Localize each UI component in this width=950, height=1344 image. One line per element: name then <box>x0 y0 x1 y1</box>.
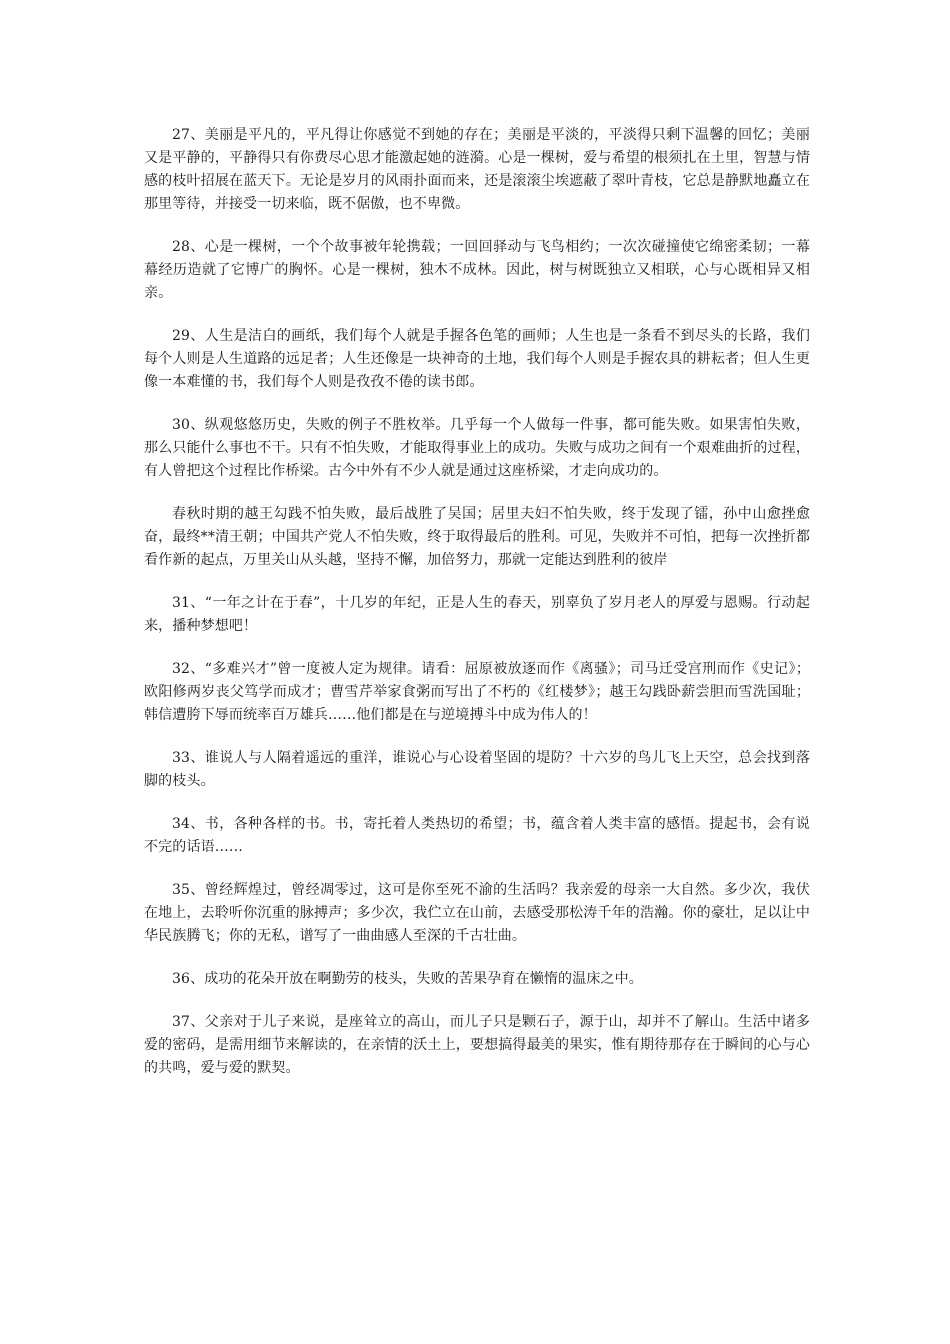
paragraph-34: 34、书，各种各样的书。书，寄托着人类热切的希望；书，蕴含着人类丰富的感悟。提起书，会有说不完的话语…… <box>144 816 810 855</box>
paragraph-32: 32、“多难兴才”曾一度被人定为规律。请看：屈原被放逐而作《离骚》；司马迁受宫刑而作《史记》；欧阳修两岁丧父笃学而成才；曹雪芹举家食粥而写出了不朽的《红楼梦》；越王勾践卧薪尝胆而雪洗国耻；韩信遭胯下辱而统率百万雄兵……他们都是在与逆境搏斗中成为伟人的！ <box>144 661 810 723</box>
paragraph-37: 37、父亲对于儿子来说，是座耸立的高山，而儿子只是颗石子，源于山，却并不了解山。生活中诸多爱的密码，是需用细节来解读的，在亲情的沃土上，要想搞得最美的果实，惟有期待那存在于瞬间的心与心的共鸣，爱与爱的默契。 <box>144 1014 810 1076</box>
paragraph-36: 36、成功的花朵开放在啊勤劳的枝头，失败的苦果孕育在懒惰的温床之中。 <box>172 971 643 987</box>
paragraph-27: 27、美丽是平凡的，平凡得让你感觉不到她的存在；美丽是平淡的，平淡得只剩下温馨的回忆；美丽又是平静的，平静得只有你费尽心思才能激起她的涟漪。心是一棵树，爱与希望的根须扎在土里，智慧与情感的枝叶招展在蓝天下。无论是岁月的风雨扑面而来，还是滚滚尘埃遮蔽了翠叶青枝，它总是静默地矗立在那里等待，并接受一切来临，既不倨傲，也不卑微。 <box>144 127 810 212</box>
paragraph-33: 33、谁说人与人隔着遥远的重洋，谁说心与心设着坚固的堤防？十六岁的鸟儿飞上天空，总会找到落脚的枝头。 <box>144 750 810 789</box>
paragraph-30: 30、纵观悠悠历史，失败的例子不胜枚举。几乎每一个人做每一件事，都可能失败。如果害怕失败，那么只能什么事也不干。只有不怕失败，才能取得事业上的成功。失败与成功之间有一个艰难曲折的过程，有人曾把这个过程比作桥梁。古今中外有不少人就是通过这座桥梁，才走向成功的。 <box>144 417 810 479</box>
paragraph-35: 35、曾经辉煌过，曾经凋零过，这可是你至死不渝的生活吗？我亲爱的母亲一大自然。多少次，我伏在地上，去聆听你沉重的脉搏声；多少次，我伫立在山前，去感受那松涛千年的浩瀚。你的豪壮，足以让中华民族腾飞；你的无私，谱写了一曲曲感人至深的千古壮曲。 <box>144 882 810 944</box>
paragraph-29: 29、人生是洁白的画纸，我们每个人就是手握各色笔的画师；人生也是一条看不到尽头的长路，我们每个人则是人生道路的远足者；人生还像是一块神奇的土地，我们每个人则是手握农具的耕耘者；但人生更像一本难懂的书，我们每个人则是孜孜不倦的读书郎。 <box>144 328 810 390</box>
document-body <box>144 124 810 1100</box>
paragraph-31: 31、“一年之计在于春”，十几岁的年纪，正是人生的春天，别辜负了岁月老人的厚爱与恩赐。行动起来，播种梦想吧！ <box>144 595 810 634</box>
paragraph-30-continued: 春秋时期的越王勾践不怕失败，最后战胜了吴国；居里夫妇不怕失败，终于发现了镭，孙中山愈挫愈奋，最终**清王朝；中国共产党人不怕失败，终于取得最后的胜利。可见，失败并不可怕，把每一次挫折都看作新的起点，万里关山从头越，坚持不懈，加倍努力，那就一定能达到胜利的彼岸 <box>144 506 810 568</box>
paragraph-28: 28、心是一棵树，一个个故事被年轮携载；一回回驿动与飞鸟相约；一次次碰撞使它绵密柔韧；一幕幕经历造就了它博广的胸怀。心是一棵树，独木不成林。因此，树与树既独立又相联，心与心既相异又相亲。 <box>144 239 810 301</box>
